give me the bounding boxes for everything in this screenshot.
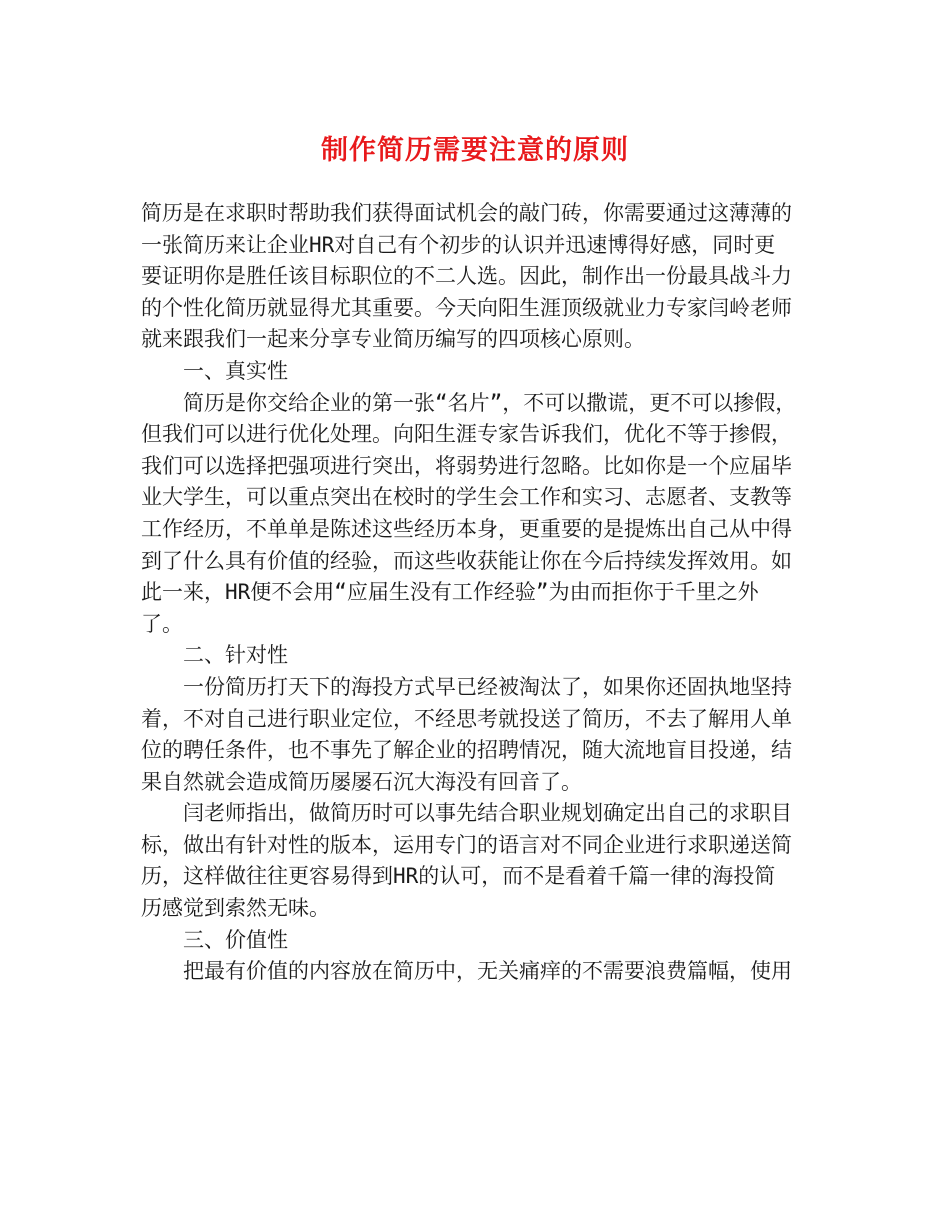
paragraph-line: 但我们可以进行优化处理。向阳生涯专家告诉我们，优化不等于掺假， bbox=[141, 422, 792, 447]
paragraph-line: 位的聘任条件，也不事先了解企业的招聘情况，随大流地盲目投递，结 bbox=[141, 738, 792, 763]
paragraph-line: 简历是在求职时帮助我们获得面试机会的敲门砖，你需要通过这薄薄的 bbox=[141, 201, 792, 225]
section-heading-authenticity: 一、真实性 bbox=[183, 358, 288, 383]
paragraph-line: 简历是你交给企业的第一张“名片”，不可以撒谎，更不可以掺假， bbox=[183, 390, 797, 415]
paragraph-line: 一张简历来让企业HR对自己有个初步的认识并迅速博得好感，同时更 bbox=[141, 232, 776, 257]
document-title: 制作简历需要注意的原则 bbox=[321, 135, 629, 166]
paragraph-line: 了。 bbox=[141, 611, 183, 636]
paragraph-line: 闫老师指出，做简历时可以事先结合职业规划确定出自己的求职目 bbox=[183, 801, 792, 826]
paragraph-line: 工作经历，不单单是陈述这些经历本身，更重要的是提炼出自己从中得 bbox=[141, 516, 792, 541]
paragraph-line: 历，这样做往往更容易得到HR的认可，而不是看着千篇一律的海投简 bbox=[141, 864, 776, 889]
section-heading-value: 三、价值性 bbox=[183, 927, 288, 952]
paragraph-line: 业大学生，可以重点突出在校时的学生会工作和实习、志愿者、支教等 bbox=[141, 485, 792, 510]
paragraph-line: 果自然就会造成简历屡屡石沉大海没有回音了。 bbox=[141, 769, 582, 794]
paragraph-line: 把最有价值的内容放在简历中，无关痛痒的不需要浪费篇幅，使用 bbox=[183, 959, 792, 984]
paragraph-line: 此一来，HR便不会用“应届生没有工作经验”为由而拒你于千里之外 bbox=[141, 580, 759, 605]
paragraph-line: 到了什么具有价值的经验，而这些收获能让你在今后持续发挥效用。如 bbox=[141, 548, 792, 573]
section-heading-targeting: 二、针对性 bbox=[183, 643, 288, 668]
paragraph-line: 就来跟我们一起来分享专业简历编写的四项核心原则。 bbox=[141, 327, 645, 352]
paragraph-line: 的个性化简历就显得尤其重要。今天向阳生涯顶级就业力专家闫岭老师 bbox=[141, 295, 792, 320]
paragraph-line: 一份简历打天下的海投方式早已经被淘汰了，如果你还固执地坚持 bbox=[183, 674, 792, 699]
document-body bbox=[141, 198, 813, 988]
paragraph-line: 我们可以选择把强项进行突出，将弱势进行忽略。比如你是一个应届毕 bbox=[141, 453, 792, 478]
paragraph-line: 着，不对自己进行职业定位，不经思考就投送了简历，不去了解用人单 bbox=[141, 706, 792, 731]
paragraph-line: 要证明你是胜任该目标职位的不二人选。因此，制作出一份最具战斗力 bbox=[141, 264, 792, 289]
paragraph-line: 标，做出有针对性的版本，运用专门的语言对不同企业进行求职递送简 bbox=[141, 832, 792, 857]
paragraph-line: 历感觉到索然无味。 bbox=[141, 896, 330, 921]
